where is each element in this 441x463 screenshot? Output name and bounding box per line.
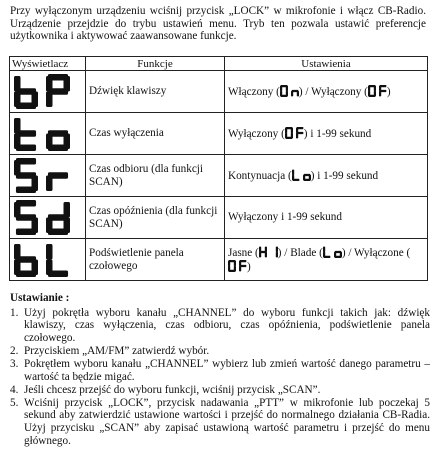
settings-text: ) / Wyłączony ( [298, 85, 368, 98]
step-number: 3. [10, 357, 19, 370]
table-row [10, 197, 428, 239]
section-title: Ustawianie : [10, 292, 70, 304]
step-text: Wciśnij przycisk „LOCK”, przycisk nadawania „PTT” w mikrofonie lub poczekaj 5 sekund aby zatwierdzić ustawione wartości i przejść do normalnego działania CB-Radia. Użyj przycisku „SCAN” aby zapisać ustawioną wartość parametru i przejść do menu głównego. [24, 396, 430, 447]
steps-list [10, 307, 430, 448]
step-item [10, 345, 430, 358]
lcd-value-of [285, 127, 304, 139]
settings-cell [225, 239, 428, 281]
settings-text: ) [247, 260, 251, 273]
function-cell: Czas opóźnienia (dla funkcji SCAN) [86, 197, 225, 239]
step-text: Użyj pokrętła wyboru kanału „CHANNEL” do wyboru funkcji takich jak: dźwięk klawiszy, czas wyłączenia, czas odbioru, czas opóźnienia, podświetlenie panela czołowego. [24, 306, 430, 344]
settings-text: Jasne ( [228, 246, 259, 259]
display-cell [10, 155, 86, 197]
step-text: Pokrętłem wyboru kanału „CHANNEL” wybierz lub zmień wartość danego parametru – wartość ta będzie migać. [24, 357, 430, 383]
step-item [10, 358, 430, 383]
lcd-inline [292, 169, 311, 181]
settings-text: Kontynuacja ( [228, 169, 292, 182]
display-cell [10, 71, 86, 113]
table-row [10, 239, 428, 281]
lcd-display-bl [14, 242, 70, 277]
settings-text: ) / Wyłączone ( [341, 246, 411, 259]
lcd-value-lo [292, 169, 311, 181]
lcd-inline [323, 246, 342, 258]
table-row [10, 155, 428, 197]
settings-cell [225, 197, 428, 239]
lcd-value-of [368, 85, 387, 97]
intro-paragraph: Przy wyłączonym urządzeniu wciśnij przycisk „LOCK” w mikrofonie i włącz CB-Radio. Urządzenie przejdzie do trybu ustawień menu. Tryb ten pozwala ustawić preferencje użytkownika i aktywować zaawansowane funkcje. [10, 5, 426, 43]
step-number: 1. [10, 306, 19, 319]
function-cell: Czas wyłączenia [86, 113, 225, 155]
function-cell: Czas odbioru (dla funkcji SCAN) [86, 155, 225, 197]
step-item [10, 384, 430, 397]
step-text: Jeśli chcesz przejść do wyboru funkcji, wciśnij przycisk „SCAN”. [24, 383, 321, 396]
step-item [10, 397, 430, 447]
display-cell [10, 113, 86, 155]
settings-text: Wyłączony ( [228, 127, 285, 140]
settings-text: ) i 1-99 sekund [310, 169, 379, 182]
lcd-value-of [228, 260, 247, 272]
settings-text: ) [386, 85, 391, 98]
settings-text: Wyłączony i 1-99 sekund [228, 211, 342, 224]
lcd-inline [285, 127, 304, 139]
display-cell [10, 239, 86, 281]
step-number: 4. [10, 383, 19, 396]
table-row [10, 113, 428, 155]
lcd-display-sr [14, 158, 70, 193]
header-settings: Ustawienia [225, 57, 428, 71]
step-text: Przyciskiem „AM/FM” zatwierdź wybór. [24, 344, 210, 357]
settings-text: ) i 1-99 sekund [303, 127, 372, 140]
lcd-display-bp [14, 74, 70, 109]
settings-text: Włączony ( [228, 85, 280, 98]
lcd-inline [280, 85, 299, 97]
lcd-inline [368, 85, 387, 97]
function-cell: Dźwięk klawiszy [86, 71, 225, 113]
settings-cell [225, 113, 428, 155]
step-number: 2. [10, 344, 19, 357]
lcd-value-on [280, 85, 299, 97]
settings-table [9, 56, 428, 281]
lcd-inline [228, 260, 247, 272]
header-function: Funkcje [86, 57, 225, 71]
table-row [10, 71, 428, 113]
step-number: 5. [10, 396, 19, 409]
lcd-value-lo [323, 246, 342, 258]
settings-text: ) / Blade ( [277, 246, 323, 259]
table-header-row [10, 57, 428, 71]
lcd-value-hi [259, 246, 278, 258]
function-cell: Podświetlenie panela czołowego [86, 239, 225, 281]
lcd-inline [259, 246, 278, 258]
settings-cell [225, 155, 428, 197]
lcd-display-sd [14, 200, 70, 235]
header-display: Wyświetlacz [10, 57, 86, 71]
step-item [10, 307, 430, 345]
display-cell [10, 197, 86, 239]
ustawianie-section [10, 292, 430, 448]
settings-cell [225, 71, 428, 113]
lcd-display-to [14, 116, 70, 151]
